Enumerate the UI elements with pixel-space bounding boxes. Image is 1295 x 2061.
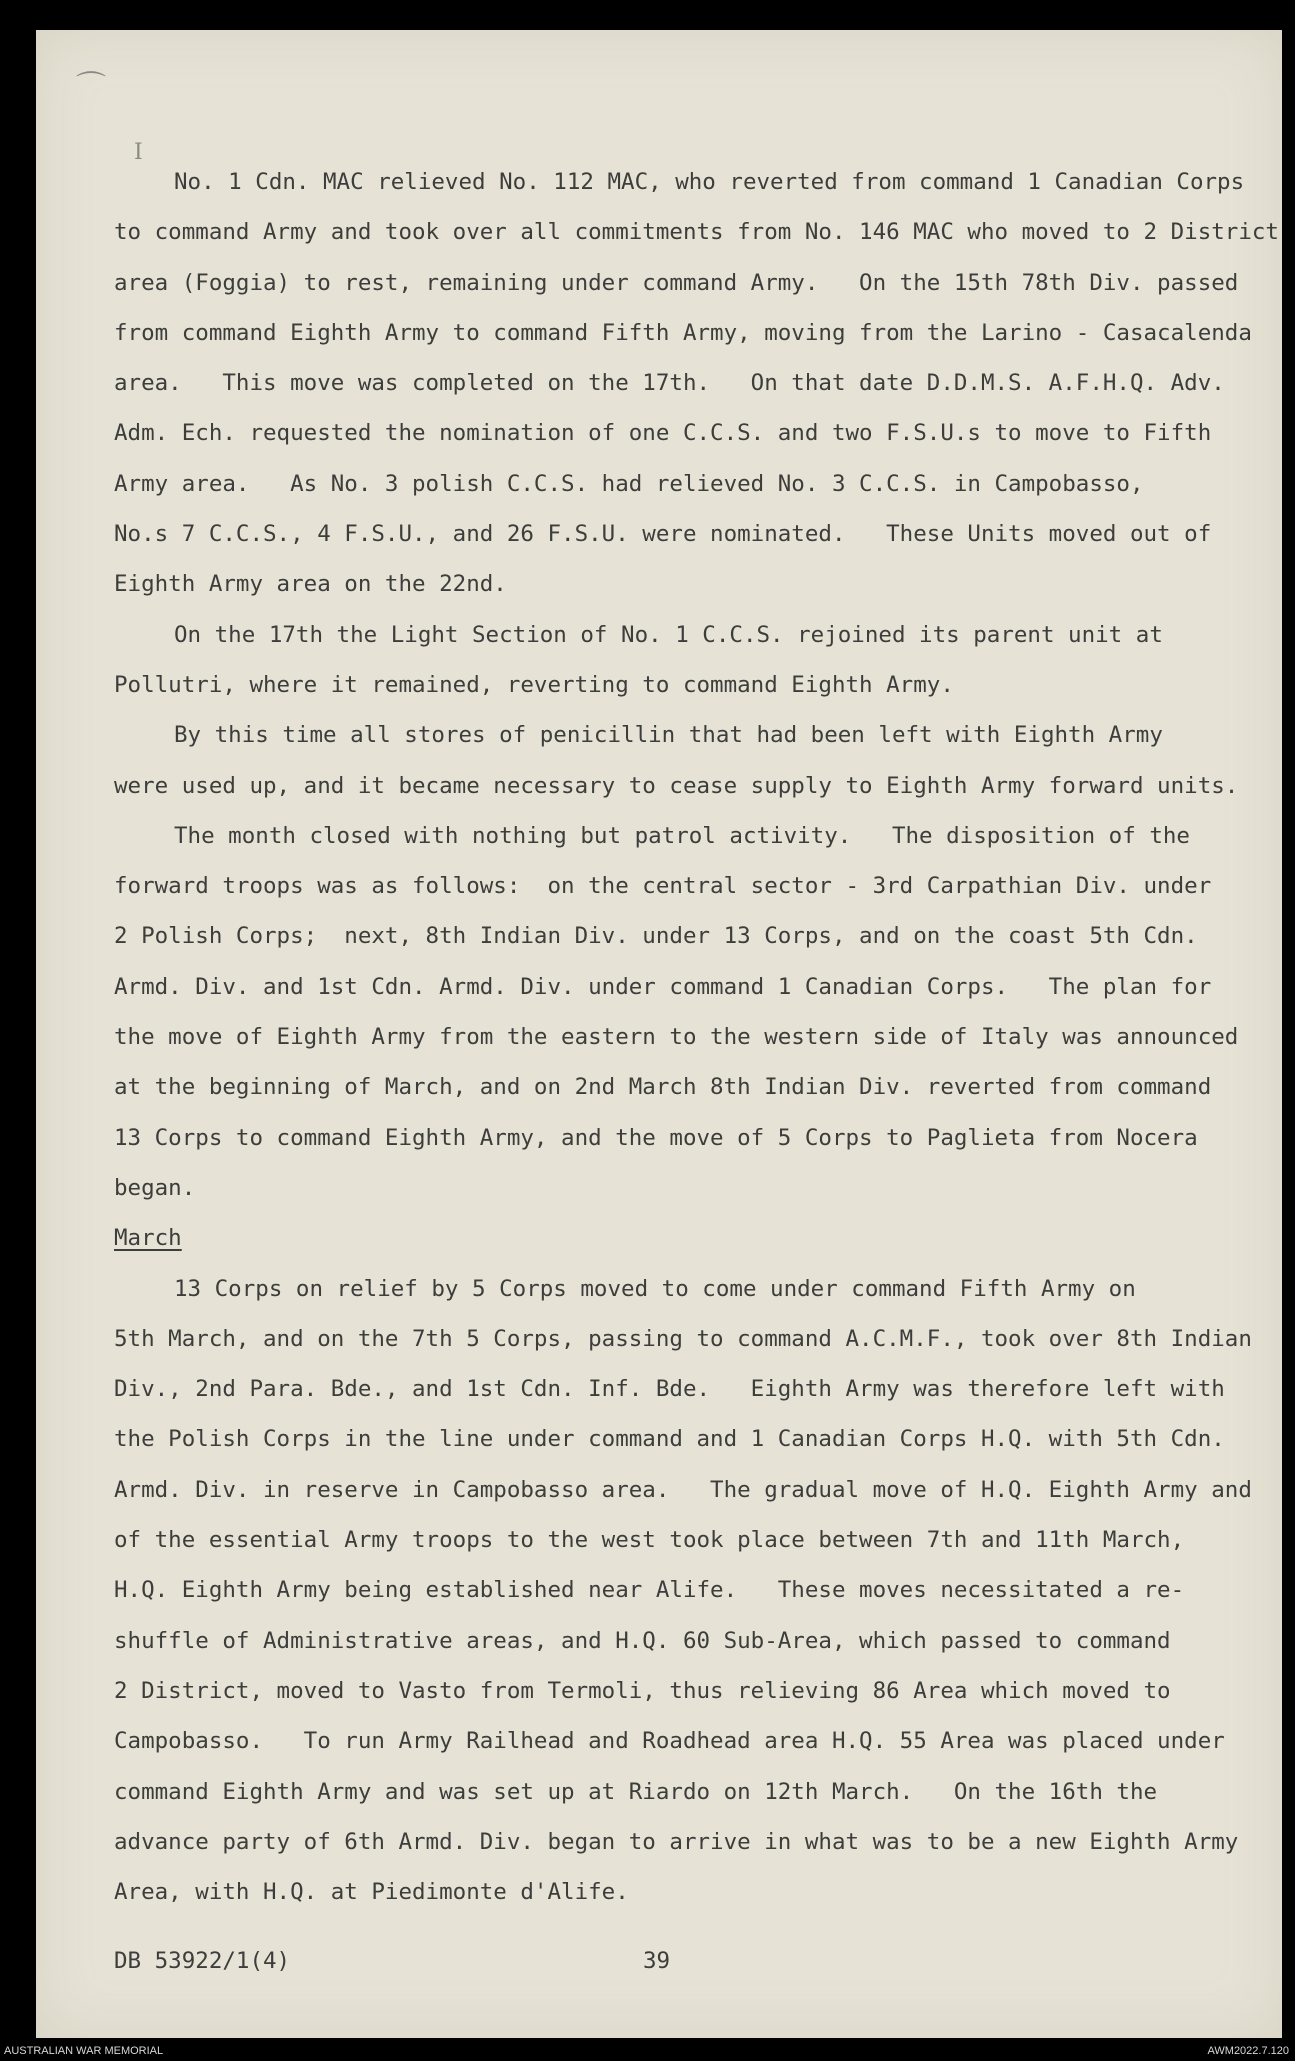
text-line-content: 13 Corps to command Eighth Army, and the move of 5 Corps to Paglieta from Nocera <box>114 1124 1198 1151</box>
text-line-content: 2 Polish Corps; next, 8th Indian Div. under 13 Corps, and on the coast 5th Cdn. <box>114 923 1198 950</box>
text-line-content: began. <box>114 1174 196 1201</box>
text-line-content: Eighth Army area on the 22nd. <box>114 571 507 598</box>
section-heading-text: March <box>114 1225 182 1252</box>
archive-caption-left: AUSTRALIAN WAR MEMORIAL <box>4 2045 164 2057</box>
text-line <box>114 258 1250 308</box>
text-line-content: command Eighth Army and was set up at Riardo on 12th March. On the 16th the <box>114 1778 1158 1805</box>
text-line <box>114 207 1279 257</box>
text-line <box>114 1716 1250 1766</box>
text-line <box>114 1062 1250 1112</box>
text-line <box>114 559 1250 609</box>
text-line <box>114 358 1250 408</box>
text-line <box>114 1465 1250 1515</box>
text-line-content: Div., 2nd Para. Bde., and 1st Cdn. Inf. Bde. Eighth Army was therefore left with <box>114 1376 1225 1403</box>
text-line <box>114 1364 1250 1414</box>
text-line-content: advance party of 6th Armd. Div. began to arrive in what was to be a new Eighth Army <box>114 1828 1239 1855</box>
text-line-content: Pollutri, where it remained, reverting to command Eighth Army. <box>114 671 954 698</box>
text-line <box>114 1616 1250 1666</box>
text-line-content: By this time all stores of penicillin that had been left with Eighth Army <box>174 722 1163 749</box>
text-line <box>114 1113 1250 1163</box>
text-line <box>114 459 1250 509</box>
text-line-content: Area, with H.Q. at Piedimonte d'Alife. <box>114 1879 629 1906</box>
text-line <box>114 761 1250 811</box>
text-line-content: area (Foggia) to rest, remaining under command Army. On the 15th 78th Div. passed <box>114 269 1239 296</box>
text-line <box>114 1012 1250 1062</box>
text-line-content: shuffle of Administrative areas, and H.Q. 60 Sub-Area, which passed to command <box>114 1627 1171 1654</box>
document-page <box>36 30 1282 2038</box>
text-line <box>114 1817 1250 1867</box>
text-line <box>114 1666 1250 1716</box>
document-reference: DB 53922/1(4) <box>114 1948 291 1974</box>
text-line <box>114 660 1250 710</box>
text-line <box>114 509 1250 559</box>
text-line-content: Campobasso. To run Army Railhead and Roadhead area H.Q. 55 Area was placed under <box>114 1728 1225 1755</box>
archive-caption-right: AWM2022.7.120 <box>1207 2045 1289 2057</box>
text-line-content: Armd. Div. and 1st Cdn. Armd. Div. under command 1 Canadian Corps. The plan for <box>114 973 1212 1000</box>
section-heading <box>114 1213 1250 1263</box>
text-line <box>114 1767 1250 1817</box>
text-line <box>114 861 1250 911</box>
text-line <box>114 610 1250 660</box>
text-line-content: from command Eighth Army to command Fifth Army, moving from the Larino - Casacalenda <box>114 319 1252 346</box>
text-line-content: On the 17th the Light Section of No. 1 C.C.S. rejoined its parent unit at <box>174 621 1163 648</box>
text-line-content: H.Q. Eighth Army being established near Alife. These moves necessitated a re- <box>114 1577 1185 1604</box>
text-line-content: were used up, and it became necessary to cease supply to Eighth Army forward units. <box>114 772 1239 799</box>
page-number: 39 <box>643 1948 671 1974</box>
text-line <box>114 1314 1250 1364</box>
text-line-content: The month closed with nothing but patrol activity. The disposition of the <box>174 822 1190 849</box>
text-line <box>114 1264 1250 1314</box>
handwritten-mark: ⌒ <box>76 70 106 105</box>
text-line-content: forward troops was as follows: on the central sector - 3rd Carpathian Div. under <box>114 873 1212 900</box>
typed-text-body <box>114 157 1279 1917</box>
text-line-content: at the beginning of March, and on 2nd March 8th Indian Div. reverted from command <box>114 1074 1212 1101</box>
text-line-content: No. 1 Cdn. MAC relieved No. 112 MAC, who reverted from command 1 Canadian Corps <box>174 169 1245 195</box>
text-line-content: area. This move was completed on the 17th. On that date D.D.M.S. A.F.H.Q. Adv. <box>114 370 1225 397</box>
text-line-content: 5th March, and on the 7th 5 Corps, passing to command A.C.M.F., took over 8th Indian <box>114 1325 1252 1352</box>
text-line <box>114 962 1250 1012</box>
text-line-content: Armd. Div. in reserve in Campobasso area. The gradual move of H.Q. Eighth Army and <box>114 1476 1252 1503</box>
text-line <box>114 308 1250 358</box>
text-line-content: of the essential Army troops to the west took place between 7th and 11th March, <box>114 1527 1185 1554</box>
margin-mark: I <box>134 140 143 165</box>
text-line-content: 2 District, moved to Vasto from Termoli, thus relieving 86 Area which moved to <box>114 1677 1171 1704</box>
text-line-content: the move of Eighth Army from the eastern to the western side of Italy was announced <box>114 1024 1239 1051</box>
text-line <box>114 1515 1250 1565</box>
text-line <box>114 157 1250 207</box>
text-line-content: Army area. As No. 3 polish C.C.S. had relieved No. 3 C.C.S. in Campobasso, <box>114 470 1144 497</box>
text-line-content: the Polish Corps in the line under command and 1 Canadian Corps H.Q. with 5th Cdn. <box>114 1426 1225 1453</box>
text-line-content: No.s 7 C.C.S., 4 F.S.U., and 26 F.S.U. were nominated. These Units moved out of <box>114 521 1212 548</box>
text-line-content: Adm. Ech. requested the nomination of one C.C.S. and two F.S.U.s to move to Fifth <box>114 420 1212 447</box>
text-line <box>114 1163 1250 1213</box>
text-line <box>114 811 1250 861</box>
text-line-content: 13 Corps on relief by 5 Corps moved to come under command Fifth Army on <box>174 1275 1136 1302</box>
text-line <box>114 1565 1250 1615</box>
text-line <box>114 1414 1250 1464</box>
text-line <box>114 408 1250 458</box>
text-line <box>114 1867 1250 1917</box>
text-line-content: to command Army and took over all commitments from No. 146 MAC who moved to 2 District <box>114 219 1279 246</box>
text-line <box>114 911 1250 961</box>
text-line <box>114 710 1250 760</box>
